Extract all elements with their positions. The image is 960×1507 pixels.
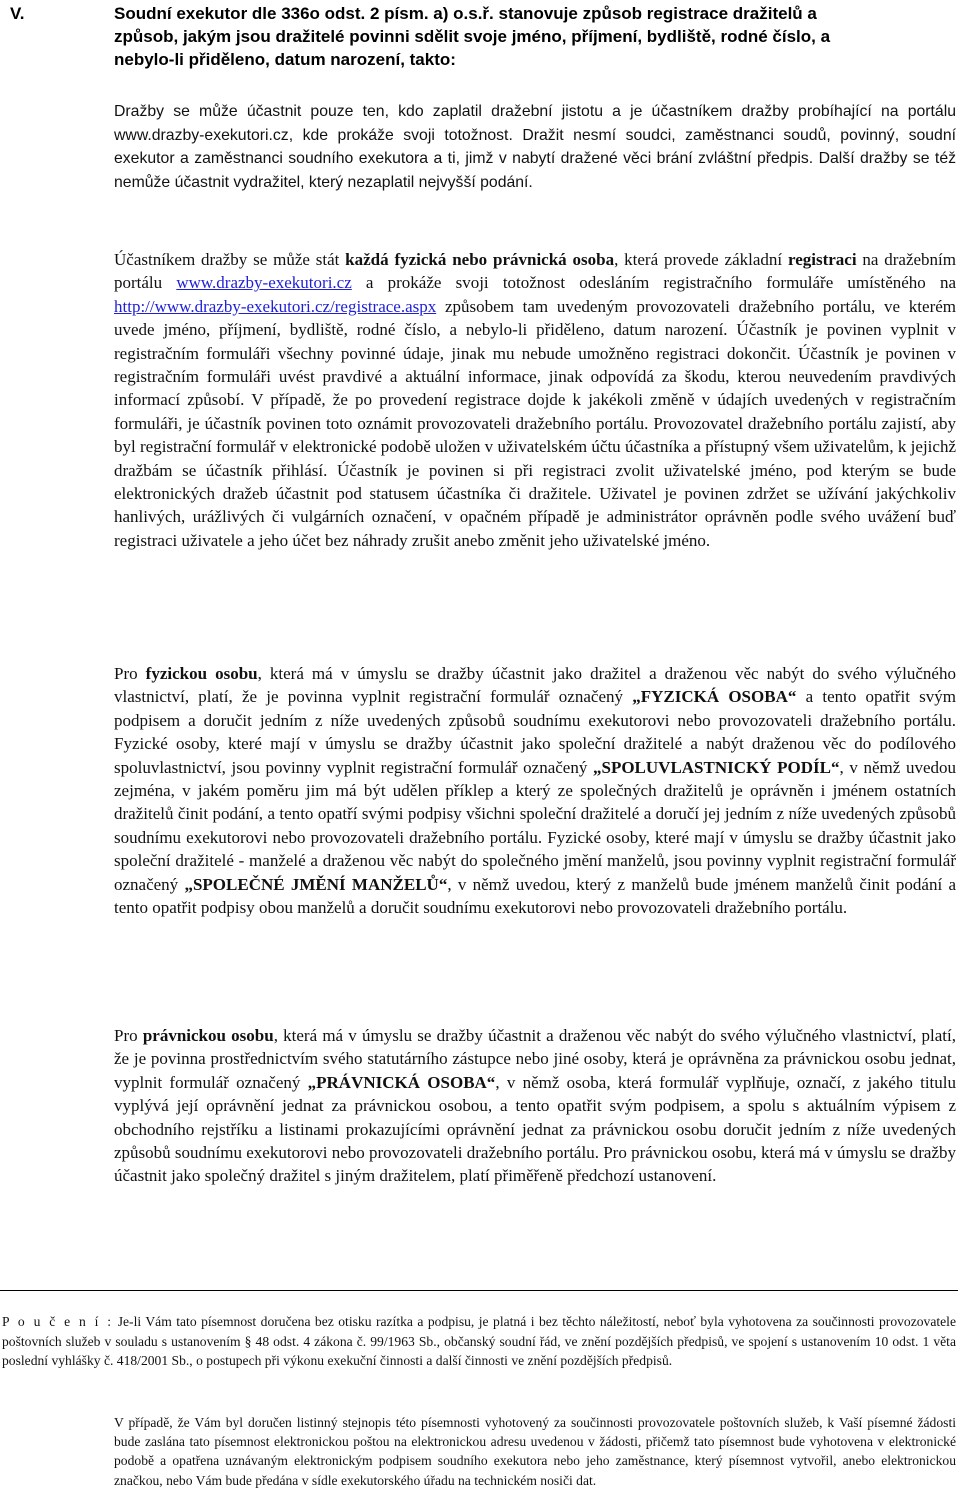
section-number: V.: [10, 4, 25, 23]
bold-run: „FYZICKÁ OSOBA“: [632, 687, 797, 707]
bold-run: právnickou osobu: [142, 1026, 274, 1045]
bold-run: „PRÁVNICKÁ OSOBA“: [307, 1072, 496, 1092]
text-run: , v němž uvedou zejména, v jakém poměru jim má být udělen příklep a který ze společných dražitelů je oprávněn i jménem ostatních dražitelů činit podání, a tento opatří svými podpisy všichni společní dražitelé a doručí jej jedním z níže uvedených způsobů soudnímu exekutorovi nebo provozovateli dražebního portálu. Fyzické osoby, které mají v úmyslu se dražby účastnit jako společní dražitelé - manželé a draženou věc nabýt do společného jmění manželů, jsou povinny vyplnit registrační formulář označený: [114, 757, 957, 894]
bold-run: fyzickou osobu: [145, 664, 258, 683]
heading-line-3: nebylo-li přiděleno, datum narození, takto:: [114, 50, 456, 69]
text-run: Pro: [114, 664, 146, 683]
bold-run: „SPOLUVLASTNICKÝ PODÍL“: [592, 757, 840, 777]
intro-text-2: Dražit nesmí soudci, zaměstnanci soudů, povinný, soudní exekutor a zaměstnanci soudního exekutora a ti, jimž v nabytí dražené věci brání zvláštní předpis.: [114, 126, 957, 168]
intro-paragraph: [114, 100, 956, 194]
text-run: způsobem tam uvedeným provozovateli dražebního portálu, ve kterém uvede jméno, příjmení, bydliště, rodné číslo, a nebylo-li přiděleno, datum narození. Účastník je povinen vyplnit v registračním formuláři všechny povinné údaje, jinak mu nebude umožněno registraci dokončit. Účastník je povinen v registračním formuláři uvést pravdivé a aktuální informace, jinak odpovídá za škodu, kterou neuvedením pravdivých informací způsobí. V případě, že po provedení registrace dojde k jakékoli změně v údajích uvedených v registračním formuláři, je účastník povinen toto oznámit provozovateli dražebního portálu. Provozovatel dražebního portálu zajistí, aby byl registrační formulář v elektronické podobě uložen v uživatelském účtu účastníka a přístupný všem uživatelům, k jejichž dražbám se účastník přihlásí. Účastník je povinen si při registraci zvolit uživatelské jméno, pod kterým se bude elektronických dražeb účastnit pod statusem účastníka či dražitele. Uživatel je povinen zdržet se užívání jakýchkoliv hanlivých, urážlivých či vulgárních označení, v opačném případě je administrátor oprávněn podle svého uvážení buď registraci uživatele a jeho účet bez náhrady zrušit anebo změnit jeho uživatelské jméno.: [114, 296, 956, 550]
section-heading: [10, 2, 955, 71]
text-run: Pro: [114, 1026, 143, 1045]
natural-person-paragraph: [114, 662, 956, 919]
text-run: , která má v úmyslu se dražby účastnit a draženou věc nabýt do svého výlučného vlastnictví, platí, že je povinna prostřednictvím svého statutárního zástupce nebo jiné osoby, která je oprávněna za právnickou osobu jednat, vyplnit formulář označený: [114, 1026, 956, 1092]
text-run: , v němž uvedou, který z manželů bude jménem manželů činit podání a tento opatřit podpisy obou manželů a doručit soudnímu exekutorovi nebo provozovateli dražebního portálu.: [114, 874, 956, 918]
legal-person-paragraph: [114, 1024, 956, 1188]
portal-link[interactable]: www.drazby-exekutori.cz: [176, 273, 352, 293]
instruction-notice: [2, 1312, 956, 1371]
registration-link[interactable]: http://www.drazby-exekutori.cz/registrace.aspx: [114, 296, 437, 316]
bold-run: „SPOLEČNÉ JMĚNÍ MANŽELŮ“: [184, 874, 448, 894]
heading-line-2: způsob, jakým jsou dražitelé povinni sdělit svoje jméno, příjmení, bydliště, rodné číslo, a: [114, 27, 831, 46]
intro-text-1: Dražby se může účastnit pouze ten, kdo zaplatil dražební jistotu a je účastníkem dražby probíhající na portálu www.drazby-exekutori.cz, kde prokáže svoji totožnost.: [114, 103, 956, 144]
notice-text: Je-li Vám tato písemnost doručena bez otisku razítka a podpisu, je platná i bez těchto náležitostí, neboť byla vyhotovena za součinnosti provozovatele poštovních služeb v souladu s ustanovením § 48 odst. 4 zákona č. 99/1963 Sb., občanský soudní řád, ve znění pozdějších předpisů, ve spojení s ustanovením 10 odst. 1 věta poslední vyhlášky č. 418/2001 Sb., o postupech při výkonu exekuční činnosti a další činnosti ve znění pozdějších předpisů.: [2, 1314, 956, 1369]
intro-text-3: Další dražby se též nemůže účastnit vydražitel, který nezaplatil nejvyšší podání.: [114, 150, 957, 191]
text-run: a prokáže svoji totožnost odesláním registračního formuláře umístěného na: [351, 273, 957, 293]
notice-paragraph-2: V případě, že Vám byl doručen listinný stejnopis této písemnosti vyhotovený za součinnosti provozovatele poštovních služeb, k Vaší písemné žádosti bude zaslána tato písemnost elektronickou poštou na elektronickou adresu uvedenou v žádosti, přičemž tato písemnost bude vyhotovena v elektronické podobě a opatřena uznávaným elektronickým podpisem soudního exekutora nebo jeho zaměstnance, který písemnost vytvořil, anebo elektronickou značkou, nebo Vám bude předána v sídle exekutorského úřadu na technickém nosiči dat.: [114, 1415, 956, 1488]
text-run: Účastníkem dražby se může stát: [114, 250, 346, 269]
footer-divider: [0, 1290, 958, 1291]
text-run: a tento opatřit svým podpisem a doručit jedním z níže uvedených způsobů soudnímu exekutorovi nebo provozovateli dražebního portálu. Fyzické osoby, které mají v úmyslu se dražby účastnit jako společní dražitelé a nabýt draženou věc do podílového spoluvlastnictví, jsou povinny vyplnit registrační formulář označený: [114, 687, 956, 777]
text-run: , která má v úmyslu se dražby účastnit jako dražitel a draženou věc nabýt do svého výlučného vlastnictví, platí, že je povinna vyplnit registrační formulář označený: [114, 664, 956, 707]
bold-run: každá fyzická nebo právnická osoba: [345, 250, 615, 269]
notice-label: P o u č e n í :: [2, 1314, 114, 1329]
text-run: , která provede základní: [614, 250, 788, 269]
bold-run: registraci: [787, 250, 857, 269]
text-run: na dražebním portálu: [114, 250, 957, 293]
text-run: , v němž osoba, která formulář vyplňuje, označí, z jakého titulu vyplývá její oprávnění jednat za právnickou osobou, a tento opatřit svým podpisem, a spolu s aktuálním výpisem z obchodního rejstříku a listinami prokazujícími oprávnění jednat za právnickou osobu doručit jedním z níže uvedených způsobů soudnímu exekutorovi nebo provozovateli dražebního portálu. Pro právnickou osobu, která má v úmyslu se dražby účastnit jako společný dražitel s jiným dražitelem, platí přiměřeně předchozí ustanovení.: [114, 1072, 957, 1186]
heading-line-1: Soudní exekutor dle 336o odst. 2 písm. a) o.s.ř. stanovuje způsob registrace dražitelů a: [114, 4, 817, 23]
registration-paragraph: [114, 248, 956, 552]
